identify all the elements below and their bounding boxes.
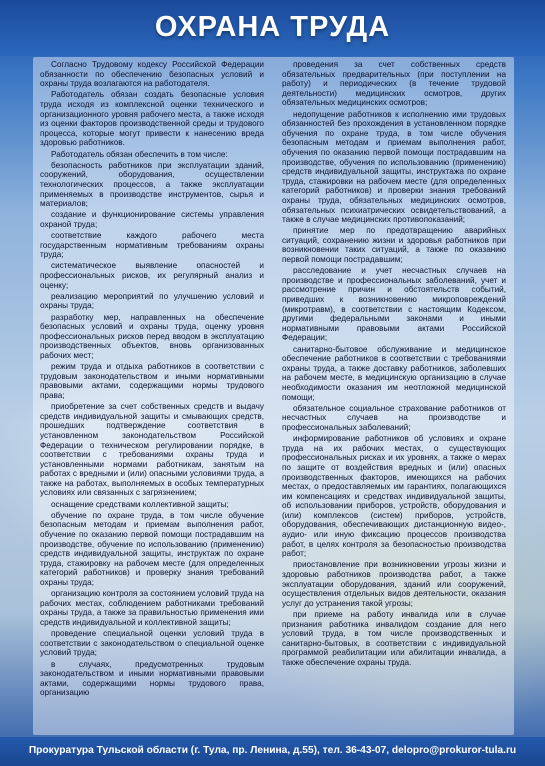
paragraph: принятие мер по предотвращению аварийных ситуаций, сохранению жизни и здоровья работников при возникновении таких ситуаций, а также по оказанию первой помощи пострадавшим; [282,226,506,265]
paragraph: обучение по охране труда, в том числе обучение безопасным методам и приемам выполнения работ, обучение по оказанию первой помощи пострадавшим на производстве, обучение по использованию (применению) средств индивидуальной защиты, инструктаж по охране труда, стажировку на рабочем месте (для определенных категорий работников) и проверку знания требований охраны труда; [40,510,264,587]
paragraph: при приеме на работу инвалида или в случае признания работника инвалидом создание для него условий труда, в том числе производственных и санитарно-бытовых, в соответствии с индивидуальной программой реабилитации или абилитации инвалида, а также обеспечение охраны труда. [282,610,506,667]
paragraph: безопасность работников при эксплуатации зданий, сооружений, оборудования, осуществлении технологических процессов, а также эксплуатации применяемых в производстве инструментов, сырья и материалов; [40,160,264,209]
paragraph: режим труда и отдыха работников в соответствии с трудовым законодательством и иными нормативными правовыми актами, содержащими нормы трудового права; [40,362,264,400]
paragraph: организацию контроля за состоянием условий труда на рабочих местах, соблюдением работниками требований охраны труда, а также за правильностью применения ими средств индивидуальной и коллективной защиты; [40,589,264,627]
paragraph: проведение специальной оценки условий труда в соответствии с законодательством о специальной оценке условий труда; [40,629,264,658]
paragraph: разработку мер, направленных на обеспечение безопасных условий и охраны труда, оценку уровня профессиональных рисков перед вводом в эксплуатацию производственных объектов, вновь организованных рабочих мест; [40,312,264,360]
paragraph: недопущение работников к исполнению ими трудовых обязанностей без прохождения в установленном порядке обучения по охране труда, в том числе обучения безопасным методам и приемам выполнения работ, обучения по оказанию первой помощи пострадавшим на производстве, обучения по использованию (применению) средств индивидуальной защиты, инструктажа по охране труда, стажировки на рабочем месте (для определенных категорий работников) и проверки знания требований охраны труда, обязательных медицинских осмотров, обязательных психиатрических освидетельствований, а также в случае медицинских противопоказаний; [282,109,506,225]
paragraph: соответствие каждого рабочего места государственным нормативным требованиям охраны труда; [40,231,264,260]
paragraph: приостановление при возникновении угрозы жизни и здоровью работников производства работ, а также эксплуатации оборудования, зданий или сооружений, осуществления отдельных видов деятельности, оказания услуг до устранения такой угрозы; [282,560,506,608]
page-title: ОХРАНА ТРУДА [154,11,391,43]
paragraph: санитарно-бытовое обслуживание и медицинское обеспечение работников в соответствии с требованиями охраны труда, а также доставку работников, заболевших на рабочем месте, в медицинскую организацию в случае необходимости оказания им неотложной медицинской помощи; [282,344,506,402]
paragraph: создание и функционирование системы управления охраной труда; [40,210,264,229]
paragraph: Согласно Трудовому кодексу Российской Федерации обязанности по обеспечению безопасных условий и охраны труда возлагаются на работодателя. [40,60,264,89]
paragraph: информирование работников об условиях и охране труда на их рабочих местах, о существующих профессиональных рисках и их уровнях, а также о мерах по защите от воздействия вредных и (или) опасных производственных факторов, имеющихся на рабочих местах, о предоставляемых им гарантиях, полагающихся им компенсациях и средствах индивидуальной защиты, об использовании приборов, устройств, оборудования и (или) комплексов (систем) приборов, устройств, оборудования, обеспечивающих дистанционную видео-, аудио- или иную фиксацию процессов производства работ, в целях контроля за безопасностью производства работ; [282,434,506,559]
paragraph: Работодатель обязан обеспечить в том числе: [51,149,228,159]
paragraph: систематическое выявление опасностей и профессиональных рисков, их регулярный анализ и оценку; [40,261,264,290]
paragraph: оснащение средствами коллективной защиты; [51,499,229,509]
paragraph: расследование и учет несчастных случаев на производстве и профессиональных заболеваний, учет и рассмотрение причин и обстоятельств событий, приведших к возникновению микроповреждений (микротравм), в соответствии с настоящим Кодексом, другими федеральными законами и иными нормативными правовыми актами Российской Федерации; [282,266,506,343]
paragraph: обязательное социальное страхование работников от несчастных случаев на производстве и профессиональных заболеваний; [282,403,506,432]
paragraph: в случаях, предусмотренных трудовым законодательством и иными нормативными правовыми актами, содержащими нормы трудового права, организацию [40,659,264,698]
paragraph: проведения за счет собственных средств обязательных предварительных (при поступлении на работу) и периодических (в течение трудовой деятельности) медицинских осмотров, других обязательных медицинских осмотров; [282,60,506,108]
footer-contact: Прокуратура Тульской области (г. Тула, пр. Ленина, д.55), тел. 36-43-07, delopro@prokuror-tula.ru [28,745,517,756]
paragraph: приобретение за счет собственных средств и выдачу средств индивидуальной защиты и смывающих средств, прошедших подтверждение соответствия в установленном законодательством Российской Федерации о техническом регулировании порядке, в соответствии с требованиями охраны труда и установленными нормами работникам, занятым на работах с вредными и (или) опасными условиями труда, а также на работах, выполняемых в особых температурных условиях или связанных с загрязнением; [40,402,264,498]
header-banner [0,0,545,56]
footer-banner [0,737,545,766]
paragraph: Работодатель обязан создать безопасные условия труда исходя из комплексной оценки технического и организационного уровня рабочего места, а также исходя из оценки факторов производственной среды и трудового процесса, которые могут привести к нанесению вреда здоровью работников. [40,90,264,148]
right-text-column [282,60,506,730]
paragraph: реализацию мероприятий по улучшению условий и охраны труда; [40,291,264,311]
left-text-column [40,60,264,730]
